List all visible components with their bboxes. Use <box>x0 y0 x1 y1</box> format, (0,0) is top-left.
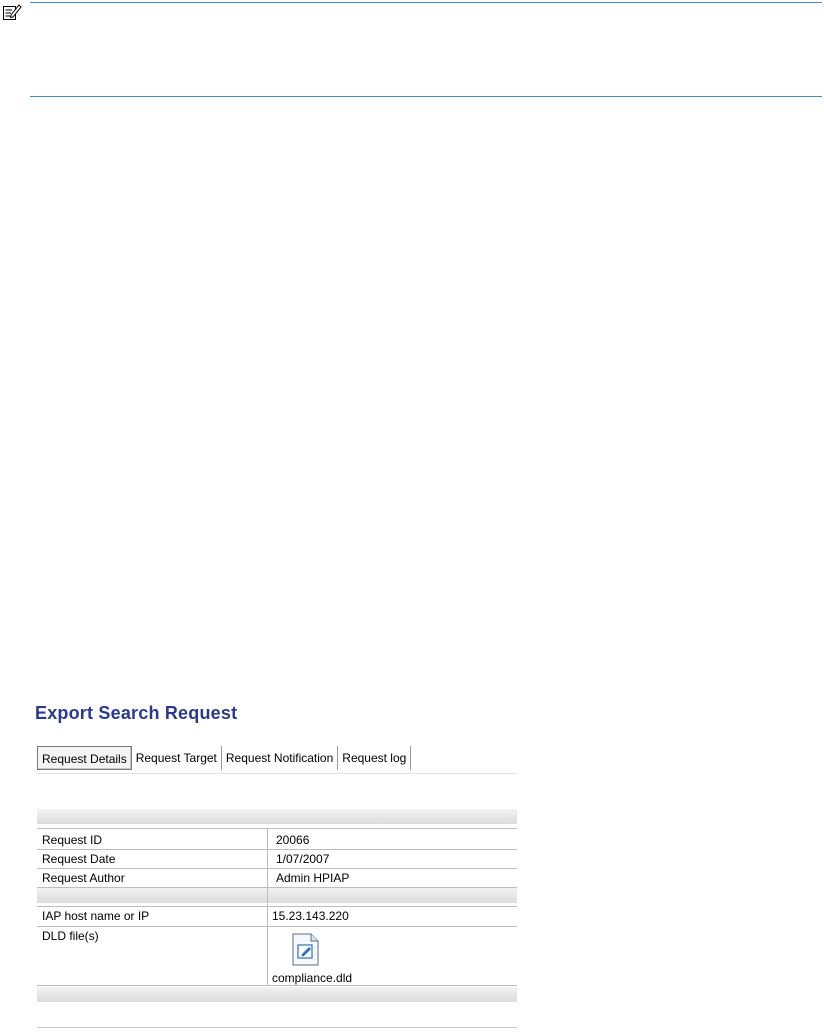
row-divider <box>37 926 517 927</box>
page-title: Export Search Request <box>35 703 238 723</box>
tab-request-log[interactable]: Request log <box>338 746 411 770</box>
tab-underline <box>37 773 517 774</box>
row-divider <box>37 906 517 907</box>
label-iap-host: IAP host name or IP <box>42 909 150 923</box>
row-divider <box>37 868 517 869</box>
tab-request-notification[interactable]: Request Notification <box>222 746 338 770</box>
row-divider <box>37 985 517 986</box>
label-request-id: Request ID <box>42 833 103 847</box>
label-request-author: Request Author <box>42 871 125 885</box>
value-request-author: Admin HPIAP <box>276 871 350 885</box>
value-request-id: 20066 <box>276 833 310 847</box>
value-iap-host: 15.23.143.220 <box>272 909 349 923</box>
value-request-date: 1/07/2007 <box>276 852 330 866</box>
label-dld-files: DLD file(s) <box>42 929 99 943</box>
tab-request-details[interactable]: Request Details <box>37 746 132 770</box>
note-icon <box>2 2 22 22</box>
tab-bar <box>37 746 411 772</box>
label-request-date: Request Date <box>42 852 116 866</box>
table-bottom-rule <box>37 1027 517 1028</box>
row-divider <box>37 828 517 829</box>
column-divider <box>267 829 268 986</box>
section-separator-band <box>37 888 517 903</box>
note-bottom-rule <box>30 96 822 97</box>
section-header-band <box>37 809 517 824</box>
tab-request-target[interactable]: Request Target <box>132 746 222 770</box>
document-icon[interactable] <box>291 933 319 966</box>
dld-file-link[interactable]: compliance.dld <box>272 971 353 985</box>
section-footer-band <box>37 987 517 1002</box>
row-divider <box>37 849 517 850</box>
note-top-rule <box>30 2 822 3</box>
